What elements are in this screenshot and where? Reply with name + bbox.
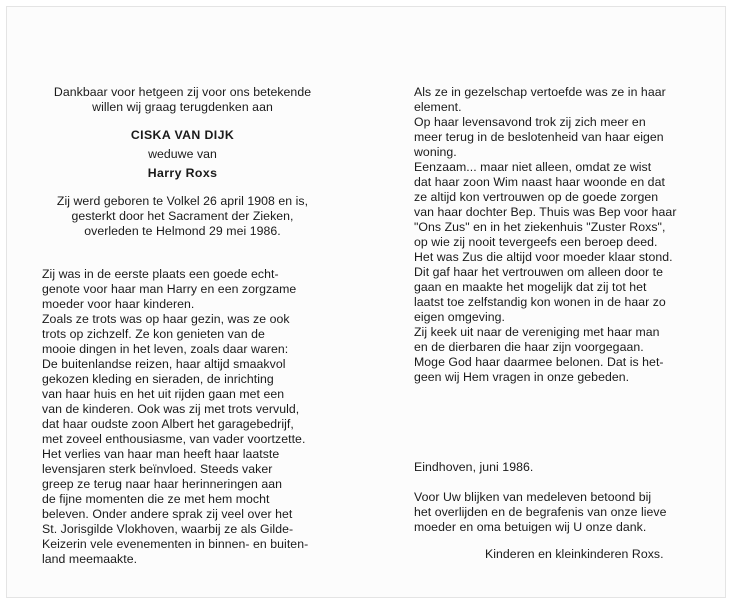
body-line: de fijne momenten die ze met hem mocht: [42, 492, 270, 506]
body-line: De buitenlandse reizen, haar altijd smaakvol: [42, 357, 286, 371]
body-line: Zij was in de eerste plaats een goede echt-: [42, 267, 279, 281]
body-line: Moge God haar daarmee belonen. Dat is het-: [414, 355, 664, 369]
body-line: eigen omgeving.: [414, 310, 505, 324]
thanks-line: het overlijden en de begrafenis van onze lieve: [414, 505, 667, 519]
body-line: dat haar oudste zoon Albert het garagebedrijf,: [42, 417, 294, 431]
intro-line: willen wij graag terugdenken aan: [92, 100, 273, 114]
body-line: met zoveel enthousiasme, van vader voortzette.: [42, 432, 306, 446]
body-line: Als ze in gezelschap vertoefde was ze in haar: [414, 85, 666, 99]
body-line: greep ze terug naar haar herinneringen aan: [42, 477, 283, 491]
body-line: Zij keek uit naar de vereniging met haar man: [414, 325, 660, 339]
body-line: beleven. Onder andere sprak zij veel over het: [42, 507, 293, 521]
intro-line: Dankbaar voor hetgeen zij voor ons betekende: [53, 85, 312, 99]
body-line: Zoals ze trots was op haar gezin, was ze ook: [42, 312, 290, 326]
body-line: dat haar zoon Wim naast haar woonde en dat: [414, 175, 665, 189]
body-line: van haar dochter Bep. Thuis was Bep voor haar: [414, 205, 677, 219]
body-line: moeder voor haar kinderen.: [42, 297, 195, 311]
body-line: meer terug in de beslotenheid van haar eigen: [414, 130, 664, 144]
birth-line: overleden te Helmond 29 mei 1986.: [84, 224, 281, 238]
body-line: van de kinderen. Ook was zij met trots vervuld,: [42, 402, 300, 416]
body-line: gekozen kleding en sieraden, de inrichting: [42, 372, 274, 386]
body-line: genote voor haar man Harry en een zorgzame: [42, 282, 297, 296]
body-line: Het verlies van haar man heeft haar laatste: [42, 447, 280, 461]
body-line: Keizerin vele evenementen in binnen- en buiten-: [42, 537, 309, 551]
body-line: mooie dingen in het leven, zoals daar waren:: [42, 342, 289, 356]
widow-of-label: weduwe van: [148, 147, 217, 161]
body-line: van haar huis en het uit rijden gaan met een: [42, 387, 285, 401]
body-line: Eenzaam... maar niet alleen, omdat ze wist: [414, 160, 652, 174]
body-line: element.: [414, 100, 462, 114]
body-line: woning.: [414, 145, 457, 159]
body-line: gaan en maakte het mogelijk dat zij tot het: [414, 280, 647, 294]
deceased-name: CISKA VAN DIJK: [130, 128, 235, 142]
body-line: laatst toe zelfstandig kon wonen in de haar zo: [414, 295, 666, 309]
body-line: trots op zichzelf. Ze kon genieten van de: [42, 327, 265, 341]
body-line: St. Jorisgilde Vlokhoven, waarbij ze als Gilde-: [42, 522, 294, 536]
body-line: "Ons Zus" en in het ziekenhuis "Zuster Roxs",: [414, 220, 666, 234]
husband-name: Harry Roxs: [147, 166, 218, 180]
signature: Kinderen en kleinkinderen Roxs.: [485, 547, 664, 561]
body-line: levensjaren sterk beïnvloed. Steeds vaker: [42, 462, 273, 476]
body-line: Op haar levensavond trok zij zich meer en: [414, 115, 646, 129]
body-line: Het was Zus die altijd voor moeder klaar stond.: [414, 250, 673, 264]
body-line: geen wij Hem vragen in onze gebeden.: [414, 370, 630, 384]
thanks-line: Voor Uw blijken van medeleven betoond bij: [414, 490, 652, 504]
thanks-line: moeder en oma betuigen wij U onze dank.: [414, 520, 647, 534]
body-line: Dit gaf haar het vertrouwen om alleen door te: [414, 265, 664, 279]
body-line: en de dierbaren die haar zijn voorgegaan.: [414, 340, 644, 354]
place-date: Eindhoven, juni 1986.: [414, 460, 534, 474]
birth-line: Zij werd geboren te Volkel 26 april 1908 en is,: [56, 194, 309, 208]
birth-line: gesterkt door het Sacrament der Zieken,: [71, 209, 294, 223]
body-line: ze altijd kon vertrouwen op de goede zorgen: [414, 190, 659, 204]
body-line: land meemaakte.: [42, 552, 138, 566]
body-line: op wie zij nooit tevergeefs een beroep deed.: [414, 235, 658, 249]
